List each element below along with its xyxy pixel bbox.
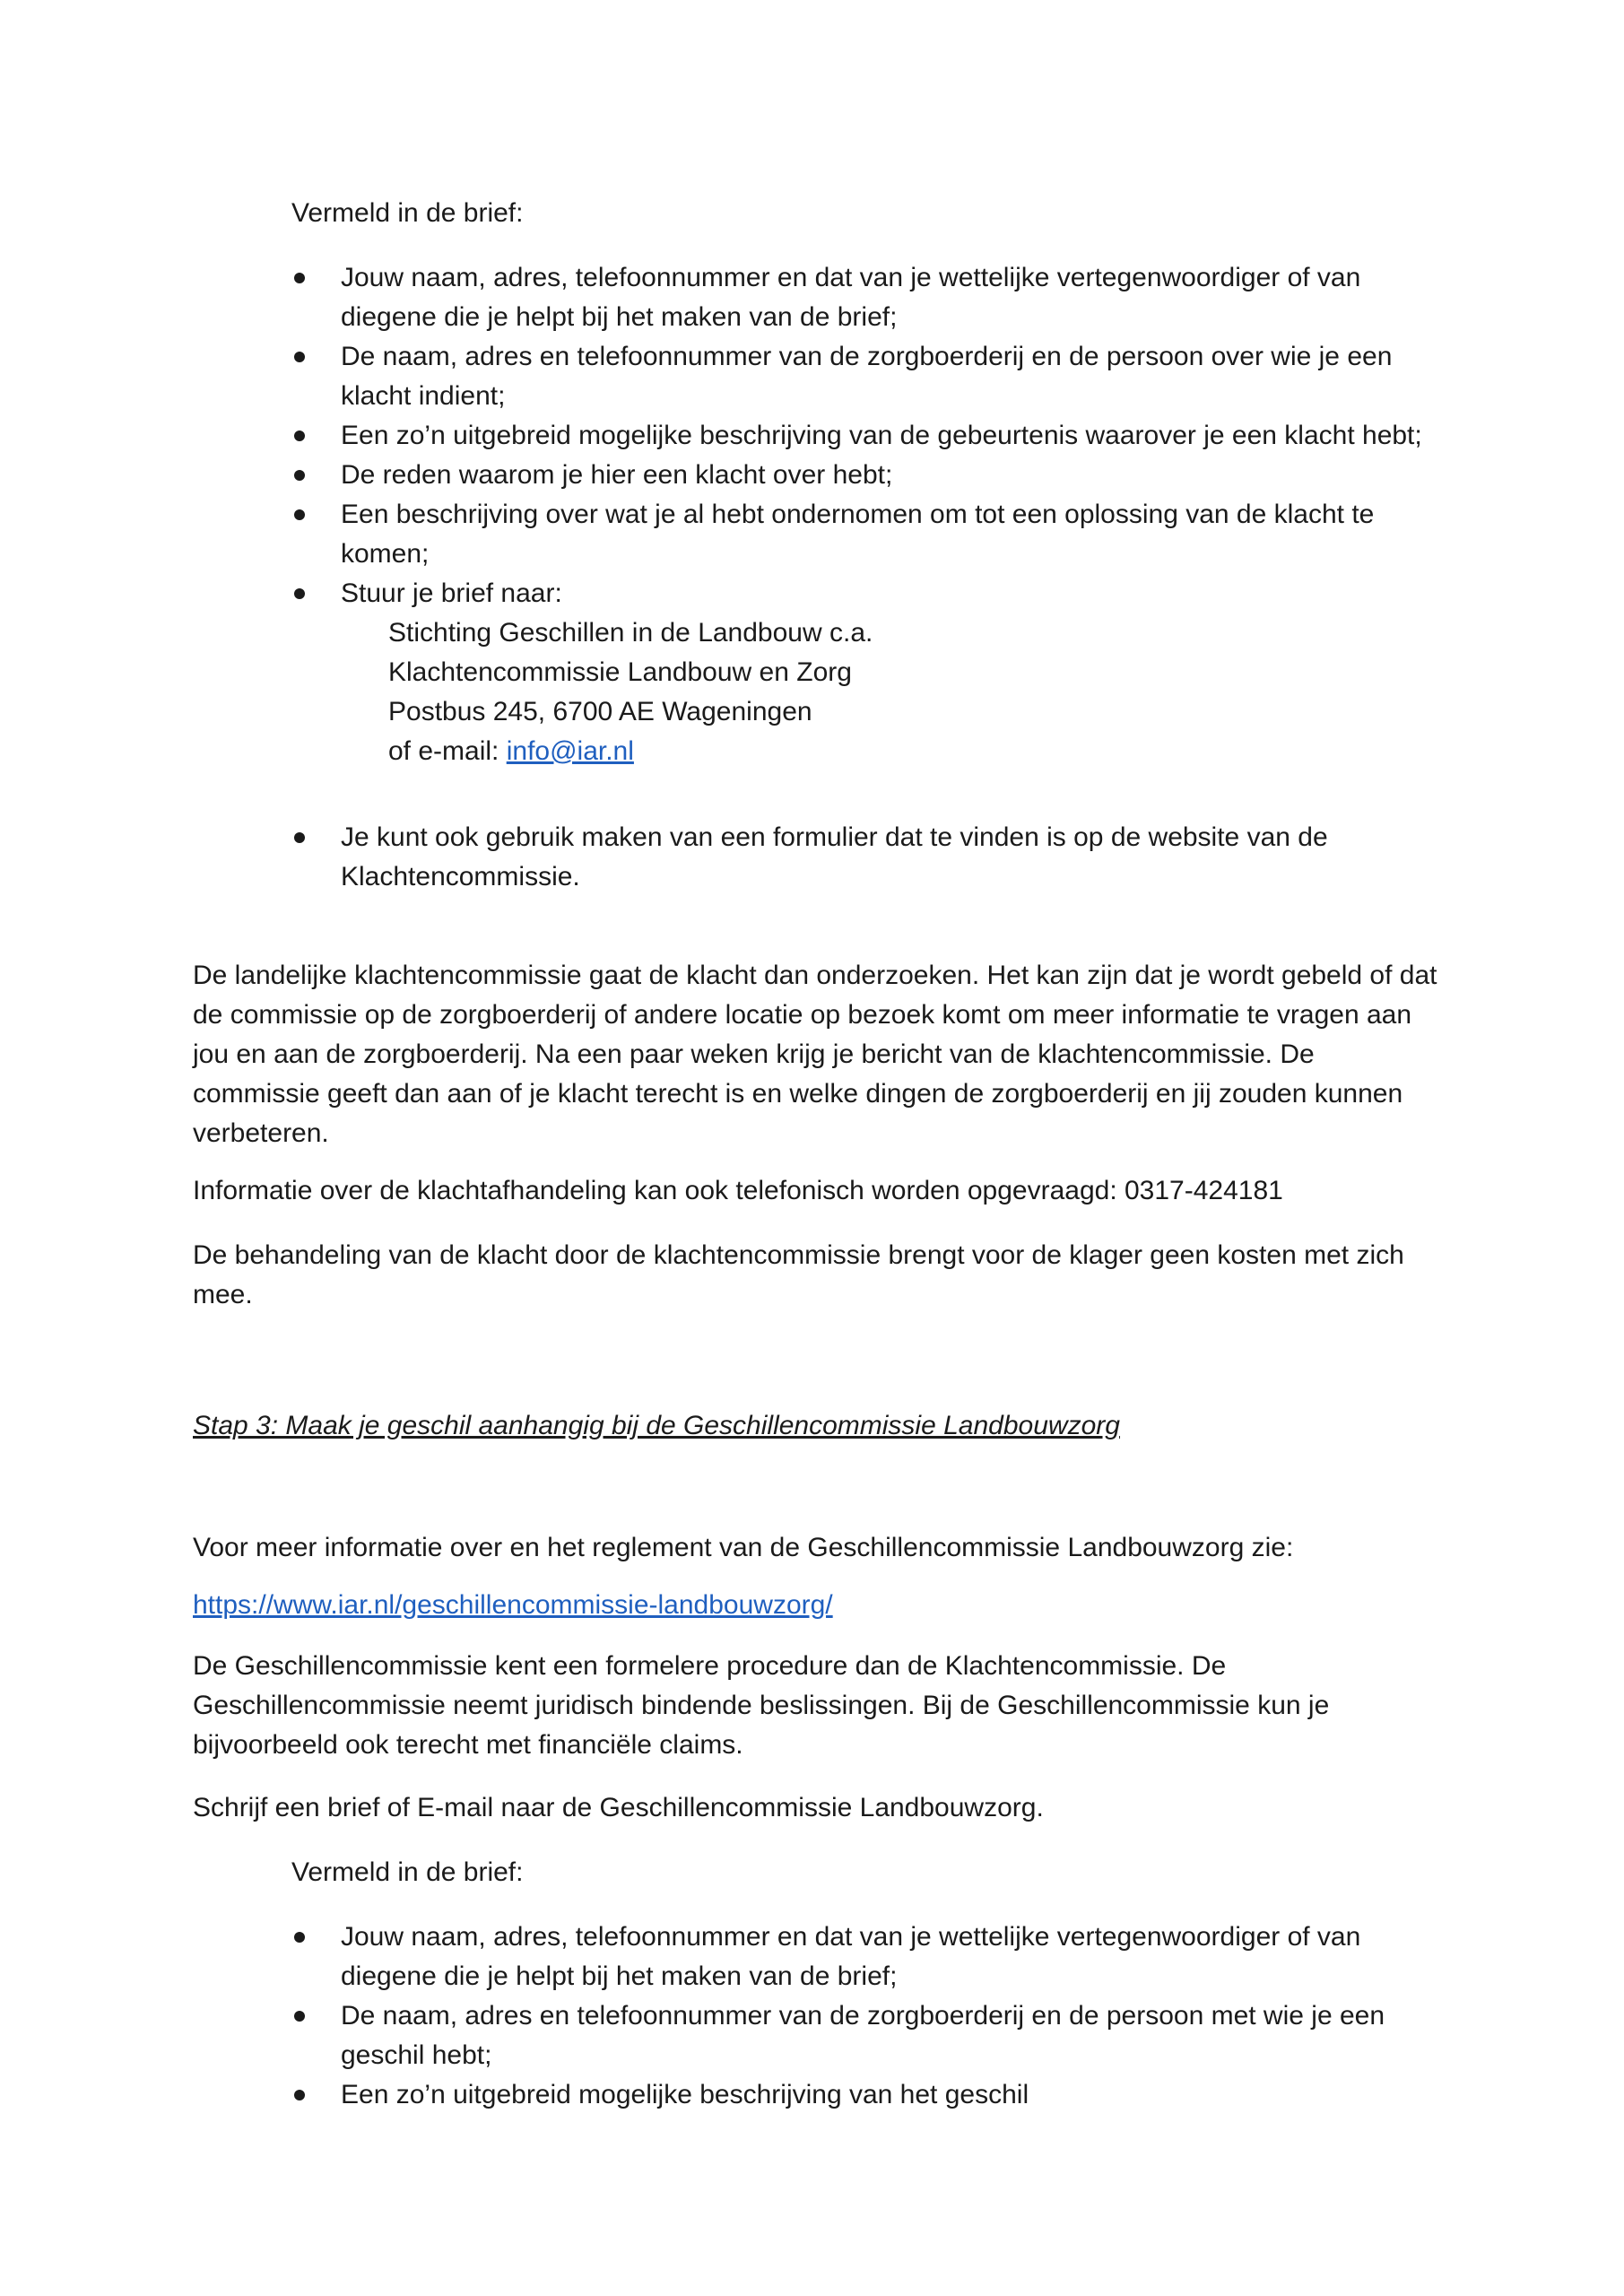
list-item: De naam, adres en telefoonnummer van de zorgboerderij en de persoon met wie je een geschil hebt;: [291, 1996, 1448, 2075]
paragraph-onderzoek: De landelijke klachtencommissie gaat de klacht dan onderzoeken. Het kan zijn dat je wordt gebeld of dat de commissie op de zorgboerderij of andere locatie op bezoek komt om meer informatie te vragen aan jou en aan de zorgboerderij. Na een paar weken krijg je bericht van de klachtencommissie. De commissie geeft dan aan of je klacht terecht is en welke dingen de zorgboerderij en jij zouden kunnen verbeteren.: [193, 961, 1437, 1148]
send-label: Stuur je brief naar:: [341, 578, 562, 608]
paragraph-telefonisch: Informatie over de klachtafhandeling kan ook telefonisch worden opgevraagd: 0317-424181: [193, 1176, 1283, 1205]
list-item: Jouw naam, adres, telefoonnummer en dat van je wettelijke vertegenwoordiger of van diegene die je helpt bij het maken van de brief;: [291, 258, 1448, 337]
address-line: Postbus 245, 6700 AE Wageningen: [388, 697, 812, 726]
address-line: Klachtencommissie Landbouw en Zorg: [388, 657, 852, 687]
section-heading-stap3: Stap 3: Maak je geschil aanhangig bij de Geschillencommissie Landbouwzorg: [193, 1411, 1120, 1440]
paragraph-formeel: De Geschillencommissie kent een formelere procedure dan de Klachtencommissie. De Geschillencommissie neemt juridisch bindende beslissingen. Bij de Geschillencommissie kun je bijvoorbeeld ook terecht met financiële claims.: [193, 1651, 1330, 1760]
stap3-intro: Vermeld in de brief:: [291, 1857, 524, 1887]
list-item: Een zo’n uitgebreid mogelijke beschrijving van het geschil: [291, 2075, 1448, 2115]
list-item: Een beschrijving over wat je al hebt ondernomen om tot een oplossing van de klacht te komen;: [291, 495, 1448, 574]
list-item: Een zo’n uitgebreid mogelijke beschrijving van de gebeurtenis waarover je een klacht hebt;: [291, 416, 1448, 456]
list-item: Je kunt ook gebruik maken van een formulier dat te vinden is op de website van de Klachtencommissie.: [291, 818, 1448, 897]
address-line: Stichting Geschillen in de Landbouw c.a.: [388, 618, 873, 648]
paragraph-meer-info: Voor meer informatie over en het reglement van de Geschillencommissie Landbouwzorg zie:: [193, 1533, 1294, 1562]
list-item: [291, 574, 1448, 771]
address-block: [341, 613, 1448, 771]
section1-bullet-list: [291, 258, 1448, 771]
paragraph-schrijf: Schrijf een brief of E-mail naar de Geschillencommissie Landbouwzorg.: [193, 1793, 1044, 1822]
list-item: De naam, adres en telefoonnummer van de zorgboerderij en de persoon over wie je een klacht indient;: [291, 337, 1448, 416]
list-item: De reden waarom je hier een klacht over hebt;: [291, 456, 1448, 495]
section1-form-list: [291, 818, 1448, 897]
email-link[interactable]: info@iar.nl: [506, 736, 634, 766]
email-line: of e-mail: info@iar.nl: [388, 736, 634, 766]
stap3-bullet-list: [291, 1918, 1448, 2115]
geschillencommissie-link[interactable]: https://www.iar.nl/geschillencommissie-landbouwzorg/: [193, 1590, 833, 1620]
url-line: [193, 1586, 1444, 1625]
list-item: Jouw naam, adres, telefoonnummer en dat van je wettelijke vertegenwoordiger of van diegene die je helpt bij het maken van de brief;: [291, 1918, 1448, 1996]
section1-intro: Vermeld in de brief:: [291, 198, 524, 228]
paragraph-kosten: De behandeling van de klacht door de klachtencommissie brengt voor de klager geen kosten met zich mee.: [193, 1240, 1404, 1309]
